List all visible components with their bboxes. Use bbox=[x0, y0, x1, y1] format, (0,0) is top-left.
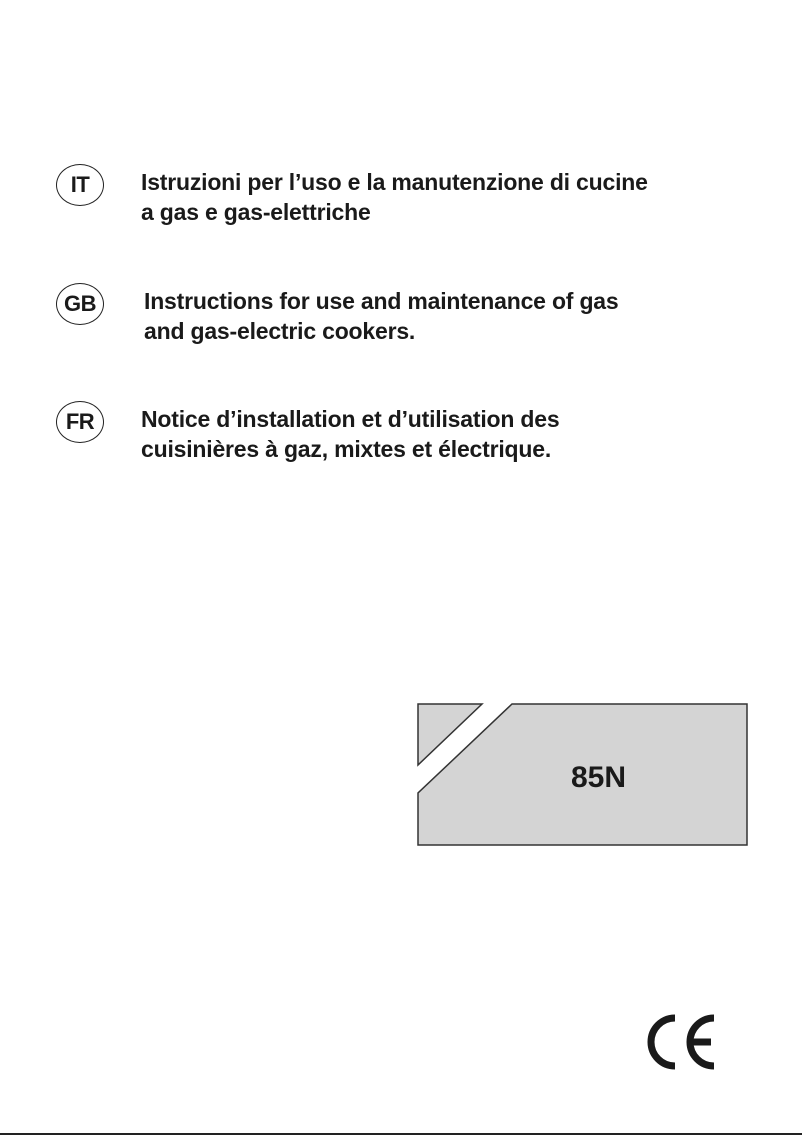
bottom-rule bbox=[0, 1133, 802, 1135]
title-line: and gas-electric cookers. bbox=[144, 318, 416, 344]
title-line: cuisinières à gaz, mixtes et électrique. bbox=[141, 436, 552, 462]
model-number: 85N bbox=[570, 760, 627, 794]
language-badge-gb: GB bbox=[56, 283, 104, 325]
title-line: Notice d’installation et d’utilisation des bbox=[141, 406, 560, 432]
title-line: Instructions for use and maintenance of gas bbox=[144, 288, 619, 314]
language-badge-fr: FR bbox=[56, 401, 104, 443]
language-badge-it: IT bbox=[56, 164, 104, 206]
title-line: a gas e gas-elettriche bbox=[141, 199, 371, 225]
title-line: Istruzioni per l’uso e la manutenzione di cucine bbox=[141, 169, 648, 195]
ce-mark-icon bbox=[651, 1018, 714, 1066]
model-label-box bbox=[418, 704, 747, 845]
